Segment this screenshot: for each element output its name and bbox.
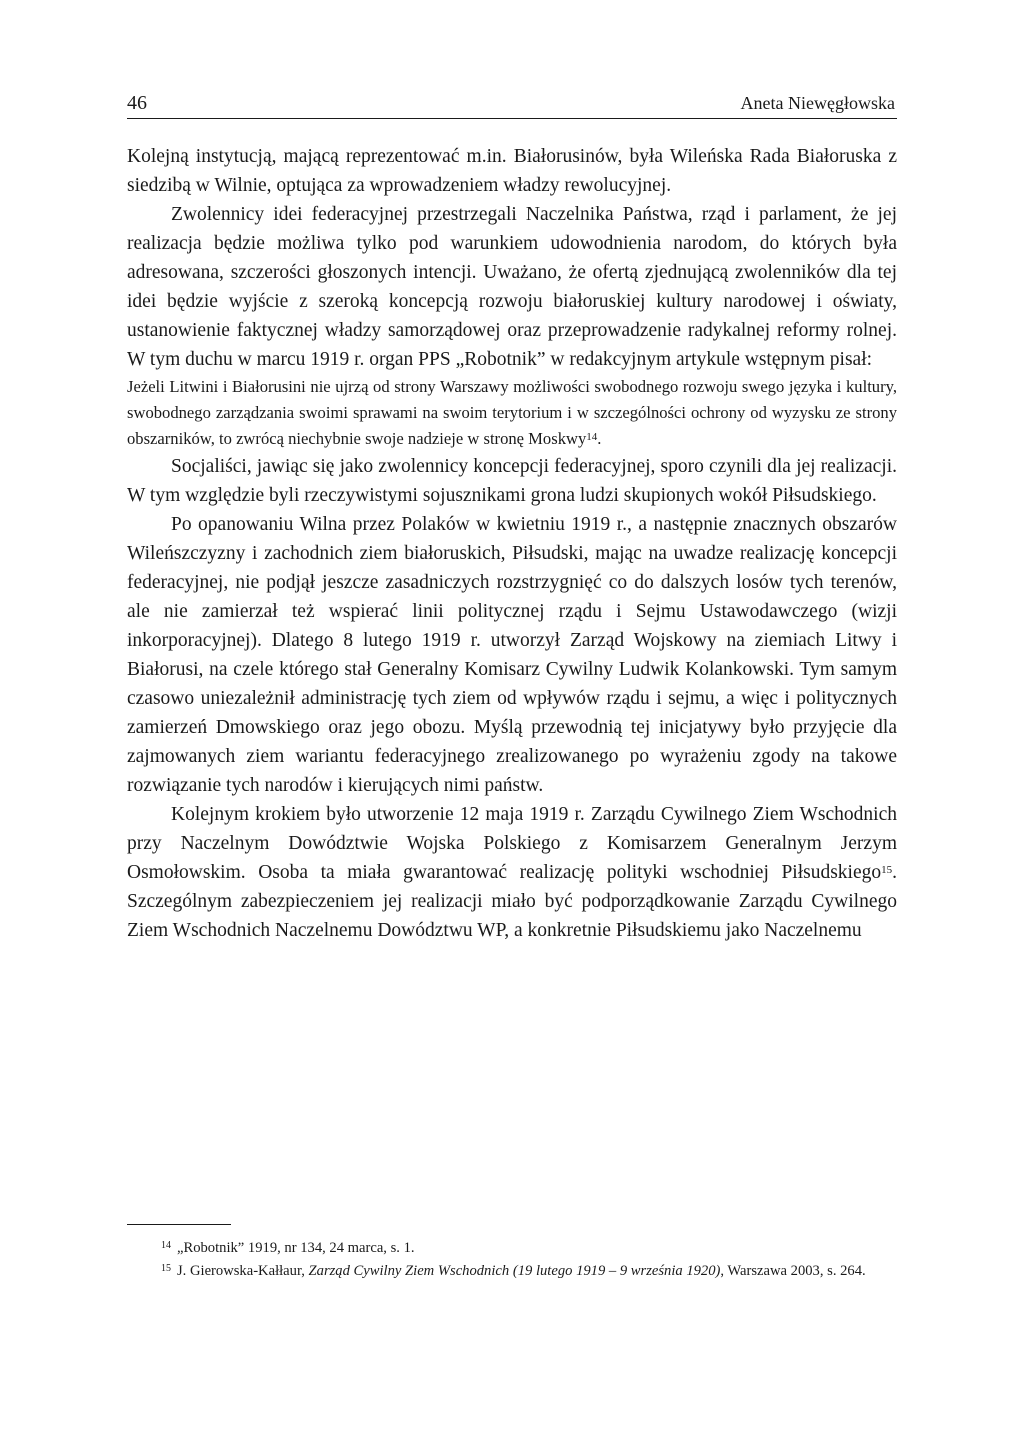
paragraph-text: . Szczególnym zabezpieczeniem jej realizacji miało być podporządkowanie Zarządu Cywilnego Ziem Wschodnich Naczelnemu Dowództwu WP, a konkretnie Piłsudskiemu jako Naczelnemu [127,862,897,941]
page-header [127,88,897,119]
running-head-author: Aneta Niewęgłowska [740,93,895,113]
footnotes [127,1237,897,1283]
paragraph: Socjaliści, jawiąc się jako zwolennicy koncepcji federacyjnej, sporo czynili dla jej realizacji. W tym względzie byli rzeczywistymi sojusznikami grona ludzi skupionych wokół Piłsudskiego. [127,456,897,506]
footnote [127,1237,897,1260]
footnote-ref[interactable]: 14 [586,431,598,443]
footnote-author: J. Gierowska-Kałłaur, [177,1263,309,1279]
footnote-number: 14 [161,1240,171,1251]
paragraph: Kolejną instytucją, mającą reprezentować m.in. Białorusinów, była Wileńska Rada Białoruska z siedzibą w Wilnie, optująca za wprowadzeniem władzy rewolucyjnej. [127,146,897,196]
footnote-text: „Robotnik” 1919, nr 134, 24 marca, s. 1. [177,1240,415,1256]
footnote-ref[interactable]: 15 [881,864,893,876]
page-number: 46 [127,92,147,114]
quote-end: . [597,429,602,448]
paragraph: Po opanowaniu Wilna przez Polaków w kwietniu 1919 r., a następnie znacznych obszarów Wileńszczyzny i zachodnich ziem białoruskich, Piłsudski, mając na uwadze realizację koncepcji federacyjnej, nie podjął jeszcze zasadniczych rozstrzygnięć co do dalszych losów tych terenów, ale nie zamierzał też wspierać linii politycznej rządu i Sejmu Ustawodawczego (wizji inkorporacyjnej). Dlatego 8 lutego 1919 r. utworzył Zarząd Wojskowy na ziemiach Litwy i Białorusi, na czele którego stał Generalny Komisarz Cywilny Ludwik Kolankowski. Tym samym czasowo uniezależnił administrację tych ziem od wpływów rządu i sejmu, a więc i politycznych zamierzeń Dmowskiego oraz jego obozu. Myślą przewodnią tej inicjatywy było przyjęcie dla zajmowanych ziem wariantu federacyjnego zrealizowanego po wyrażeniu zgody na takowe rozwiązanie tych narodów i kierujących nimi państw. [127,514,897,796]
footnote [127,1260,897,1283]
quote-text: Jeżeli Litwini i Białorusini nie ujrzą od strony Warszawy możliwości swobodnego rozwoju swego języka i kultury, swobodnego zarządzania swoimi sprawami na swoim terytorium i w szczególności ochrony od wyzysku ze strony obszarników, to zwrócą niechybnie swoje nadzieje w stronę Moskwy [127,377,897,448]
main-text [127,142,897,945]
paragraph: Zwolennicy idei federacyjnej przestrzegali Naczelnika Państwa, rząd i parlament, że jej realizacja będzie możliwa tylko pod warunkiem udowodnienia narodom, do których była adresowana, szczerości głoszonych intencji. Uważano, że ofertą zjednującą zwolenników dla tej idei będzie wyjście z szeroką koncepcją rozwoju białoruskiej kultury narodowej i oświaty, ustanowienie faktycznej władzy samorządowej oraz przeprowadzenie radykalnej reformy rolnej. W tym duchu w marcu 1919 r. organ PPS „Robotnik” w redakcyjnym artykule wstępnym pisał: [127,204,897,370]
footnote-publication: , Warszawa 2003, s. 264. [720,1263,866,1279]
footnote-title: Zarząd Cywilny Ziem Wschodnich (19 lutego 1919 – 9 września 1920) [308,1263,721,1279]
paragraph-text: Kolejnym krokiem było utworzenie 12 maja 1919 r. Zarządu Cywilnego Ziem Wschodnich przy Naczelnym Dowództwie Wojska Polskiego z Komisarzem Generalnym Jerzym Osmołowskim. Osoba ta miała gwarantować realizację polityki wschodniej Piłsudskiego [127,804,897,883]
paragraph [127,800,897,945]
block-quote [127,374,897,452]
footnote-separator [127,1224,231,1225]
footnote-number: 15 [161,1263,171,1274]
